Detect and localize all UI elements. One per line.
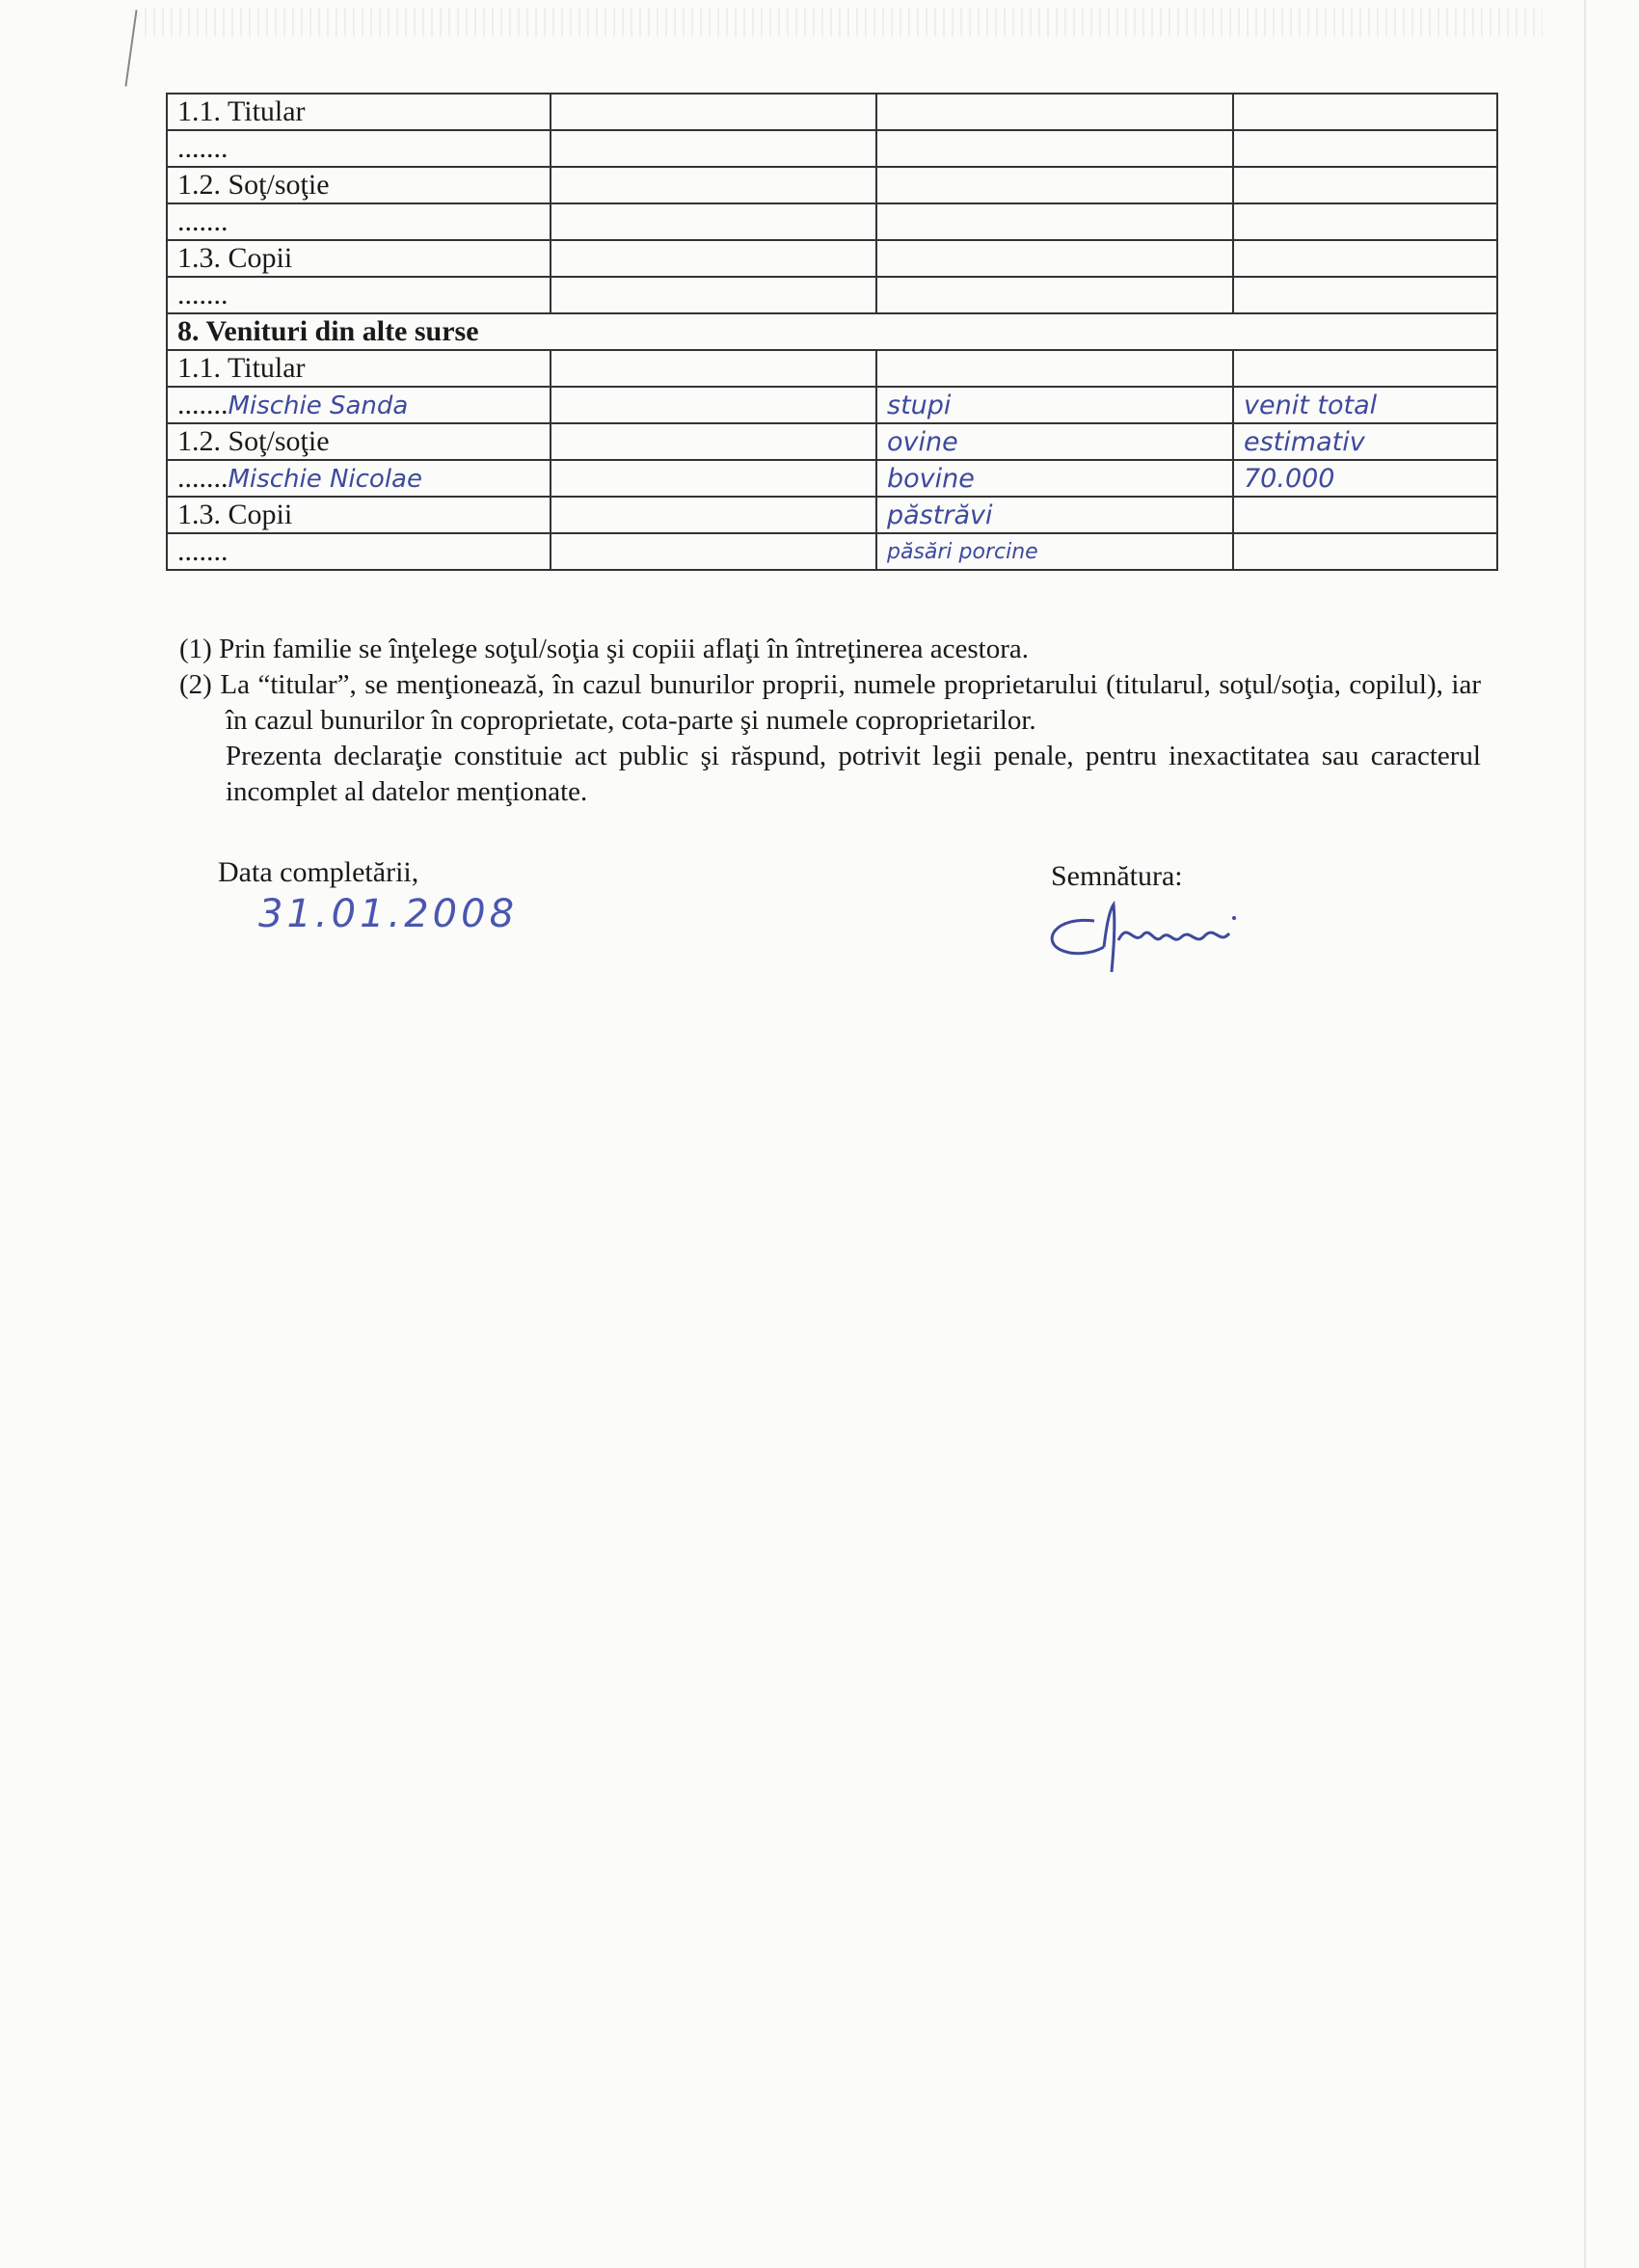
scan-noise bbox=[145, 8, 1543, 37]
row-label bbox=[167, 497, 551, 533]
handwritten-name: Mischie Sanda bbox=[228, 392, 409, 420]
table-cell bbox=[551, 277, 876, 313]
row-label-text: ....... bbox=[177, 389, 228, 420]
handwritten-cell: estimativ bbox=[1233, 423, 1497, 460]
table-row bbox=[167, 497, 1497, 533]
row-label-text: ....... bbox=[177, 535, 228, 567]
handwritten-cell: venit total bbox=[1233, 387, 1497, 423]
handwritten-cell: păsări porcine bbox=[876, 533, 1233, 570]
section-title: 8. Venituri din alte surse bbox=[167, 313, 1497, 350]
table-row bbox=[167, 240, 1497, 277]
table-cell bbox=[551, 130, 876, 167]
table-row bbox=[167, 167, 1497, 203]
handwritten-cell bbox=[876, 350, 1233, 387]
table-cell bbox=[876, 167, 1233, 203]
row-label bbox=[167, 387, 551, 423]
table-row bbox=[167, 350, 1497, 387]
handwritten-cell: bovine bbox=[876, 460, 1233, 497]
table-cell bbox=[551, 167, 876, 203]
table-cell bbox=[1233, 130, 1497, 167]
row-label: ....... bbox=[167, 203, 551, 240]
row-label-text: 1.3. Copii bbox=[177, 499, 293, 530]
table-row bbox=[167, 387, 1497, 423]
table-row bbox=[167, 277, 1497, 313]
footnote-2: (2) La “titular”, se menţionează, în cazul bunurilor proprii, numele proprietarului (titularul, soţul/soţia, copilul), iar în cazul bunurilor în coproprietate, cota-parte şi numele coproprietarilor. bbox=[179, 669, 1481, 736]
table-cell bbox=[876, 203, 1233, 240]
handwritten-name: Mischie Nicolae bbox=[228, 465, 422, 494]
row-label-text: 1.1. Titular bbox=[177, 352, 306, 384]
row-label bbox=[167, 460, 551, 497]
declaration-text: Prezenta declaraţie constituie act public şi răspund, potrivit legii penale, pentru inexactitatea sau caracterul incomplet al datelor menţionate. bbox=[226, 741, 1481, 807]
table-row bbox=[167, 94, 1497, 130]
table-row bbox=[167, 460, 1497, 497]
table-cell bbox=[876, 277, 1233, 313]
handwritten-cell: 70.000 bbox=[1233, 460, 1497, 497]
row-label bbox=[167, 350, 551, 387]
row-label-text: 1.2. Soţ/soţie bbox=[177, 425, 330, 457]
row-label-text: ....... bbox=[177, 462, 228, 494]
signature-label: Semnătura: bbox=[1051, 860, 1183, 892]
footnotes bbox=[179, 632, 1481, 810]
table-cell bbox=[1233, 94, 1497, 130]
table-cell bbox=[1233, 203, 1497, 240]
scan-mark bbox=[124, 10, 137, 86]
table-cell bbox=[551, 387, 876, 423]
date-value: 31.01.2008 bbox=[258, 892, 519, 936]
handwritten-cell: păstrăvi bbox=[876, 497, 1233, 533]
table-cell bbox=[1233, 240, 1497, 277]
table-row bbox=[167, 533, 1497, 570]
handwritten-cell bbox=[1233, 497, 1497, 533]
table-cell bbox=[551, 94, 876, 130]
row-label: 1.1. Titular bbox=[167, 94, 551, 130]
date-label: Data completării, bbox=[218, 856, 419, 888]
row-label: ....... bbox=[167, 277, 551, 313]
table-row bbox=[167, 203, 1497, 240]
scan-edge bbox=[1584, 0, 1586, 2268]
table-row bbox=[167, 130, 1497, 167]
table-cell bbox=[551, 240, 876, 277]
table-cell bbox=[551, 203, 876, 240]
footnote-1: (1) Prin familie se înţelege soţul/soţia şi copiii aflaţi în întreţinerea acestora. bbox=[179, 634, 1029, 664]
row-label: 1.2. Soţ/soţie bbox=[167, 167, 551, 203]
handwritten-cell: ovine bbox=[876, 423, 1233, 460]
handwritten-cell bbox=[1233, 350, 1497, 387]
handwritten-cell bbox=[1233, 533, 1497, 570]
row-label bbox=[167, 423, 551, 460]
section-header-row bbox=[167, 313, 1497, 350]
row-label: 1.3. Copii bbox=[167, 240, 551, 277]
row-label bbox=[167, 533, 551, 570]
table-cell bbox=[551, 497, 876, 533]
table-cell bbox=[1233, 277, 1497, 313]
table-row bbox=[167, 423, 1497, 460]
income-table bbox=[166, 93, 1498, 571]
handwritten-cell: stupi bbox=[876, 387, 1233, 423]
table-cell bbox=[876, 94, 1233, 130]
table-cell bbox=[876, 130, 1233, 167]
signature-image bbox=[1036, 897, 1287, 974]
table-cell bbox=[1233, 167, 1497, 203]
table-cell bbox=[551, 460, 876, 497]
table-cell bbox=[551, 350, 876, 387]
table-cell bbox=[876, 240, 1233, 277]
table-cell bbox=[551, 533, 876, 570]
row-label: ....... bbox=[167, 130, 551, 167]
table-cell bbox=[551, 423, 876, 460]
